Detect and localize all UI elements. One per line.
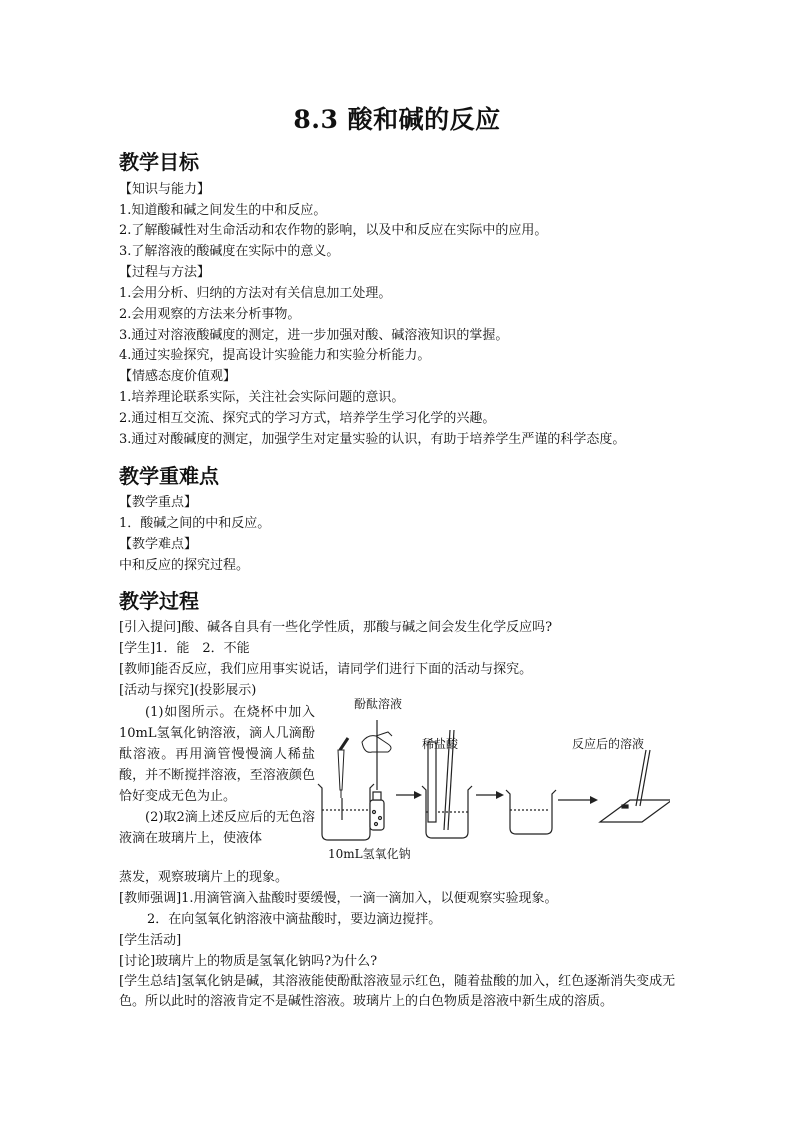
page-title: 8.3 酸和碱的反应 — [293, 105, 501, 134]
process-item: 4.通过实验探究，提高设计实验能力和实验分析能力。 — [119, 348, 431, 363]
arrow — [476, 791, 504, 799]
process-item: 1.会用分析、归纳的方法对有关信息加工处理。 — [119, 286, 392, 301]
experiment-figure — [310, 690, 670, 870]
subheading-process-method: 【过程与方法】 — [119, 265, 211, 280]
step-2-continuation: 蒸发，观察玻璃片上的现象。 — [119, 870, 289, 885]
arrow — [396, 791, 422, 799]
teacher-emphasis-2: 2．在向氢氧化钠溶液中滴盐酸时，要边滴边搅拌。 — [147, 912, 442, 927]
label-after-reaction: 反应后的溶液 — [572, 737, 645, 751]
difficulty-item: 中和反应的探究过程。 — [119, 558, 250, 573]
heading-key-points: 教学重难点 — [119, 464, 219, 488]
focus-item: 1．酸碱之间的中和反应。 — [119, 516, 271, 531]
knowledge-item: 3.了解溶液的酸碱度在实际中的意义。 — [119, 244, 340, 259]
attitude-item: 2.通过相互交流、探究式的学习方式，培养学生学习化学的兴趣。 — [119, 411, 496, 426]
knowledge-item: 1.知道酸和碱之间发生的中和反应。 — [119, 203, 327, 218]
process-item: 3.通过对溶液酸碱度的测定，进一步加强对酸、碱溶液知识的掌握。 — [119, 328, 509, 343]
teacher-emphasis-1: [教师强调]1.用滴管滴入盐酸时要缓慢，一滴一滴加入，以便观察实验现象。 — [119, 891, 558, 906]
subheading-difficulty: 【教学难点】 — [119, 537, 198, 552]
label-naoh: 10mL氢氧化钠 — [328, 847, 411, 861]
subheading-attitude: 【情感态度价值观】 — [119, 369, 237, 384]
subheading-knowledge: 【知识与能力】 — [119, 182, 211, 197]
process-item: 2.会用观察的方法来分析事物。 — [119, 307, 301, 322]
student-activity: [学生活动] — [119, 933, 182, 948]
label-phenolphthalein: 酚酞溶液 — [354, 697, 403, 711]
experiment-steps — [119, 702, 315, 849]
attitude-item: 1.培养理论联系实际，关注社会实际问题的意识。 — [119, 390, 405, 405]
glass-slide — [600, 750, 670, 822]
hand-dropper-illustration — [338, 732, 392, 798]
knowledge-item: 2.了解酸碱性对生命活动和农作物的影响，以及中和反应在实际中的应用。 — [119, 223, 548, 238]
beaker-result — [506, 790, 556, 834]
beaker-naoh — [318, 784, 374, 840]
heading-process: 教学过程 — [119, 589, 199, 613]
activity-title: [活动与探究](投影展示) — [119, 683, 257, 698]
step-1: (1)如图所示。在烧杯中加入10mL氢氧化钠溶液，滴人几滴酚酞溶液。再用滴管慢慢滴人稀盐酸，并不断搅拌溶液，至溶液颜色恰好变成无色为止。 — [119, 705, 315, 804]
step-2: (2)取2滴上述反应后的无色溶液滴在玻璃片上，使液体 — [119, 810, 315, 846]
discussion: [讨论]玻璃片上的物质是氢氧化钠吗?为什么? — [119, 954, 378, 969]
heading-goals: 教学目标 — [119, 150, 199, 174]
student-summary: [学生总结]氢氧化钠是碱，其溶液能使酚酞溶液显示红色，随着盐酸的加入，红色逐渐消失变成无色。所以此时的溶液肯定不是碱性溶液。玻璃片上的白色物质是溶液中新生成的溶质。 — [119, 974, 676, 1009]
student-answer: [学生]1．能 2．不能 — [119, 641, 250, 656]
arrow — [558, 796, 598, 804]
teacher-line: [教师]能否反应，我们应用事实说话，请同学们进行下面的活动与探究。 — [119, 662, 533, 677]
attitude-item: 3.通过对酸碱度的测定，加强学生对定量实验的认识，有助于培养学生严谨的科学态度。 — [119, 432, 626, 447]
intro-question: [引入提问]酸、碱各自具有一些化学性质，那酸与碱之间会发生化学反应吗? — [119, 620, 553, 635]
subheading-focus: 【教学重点】 — [119, 495, 198, 510]
label-hcl: 稀盐酸 — [422, 737, 459, 751]
